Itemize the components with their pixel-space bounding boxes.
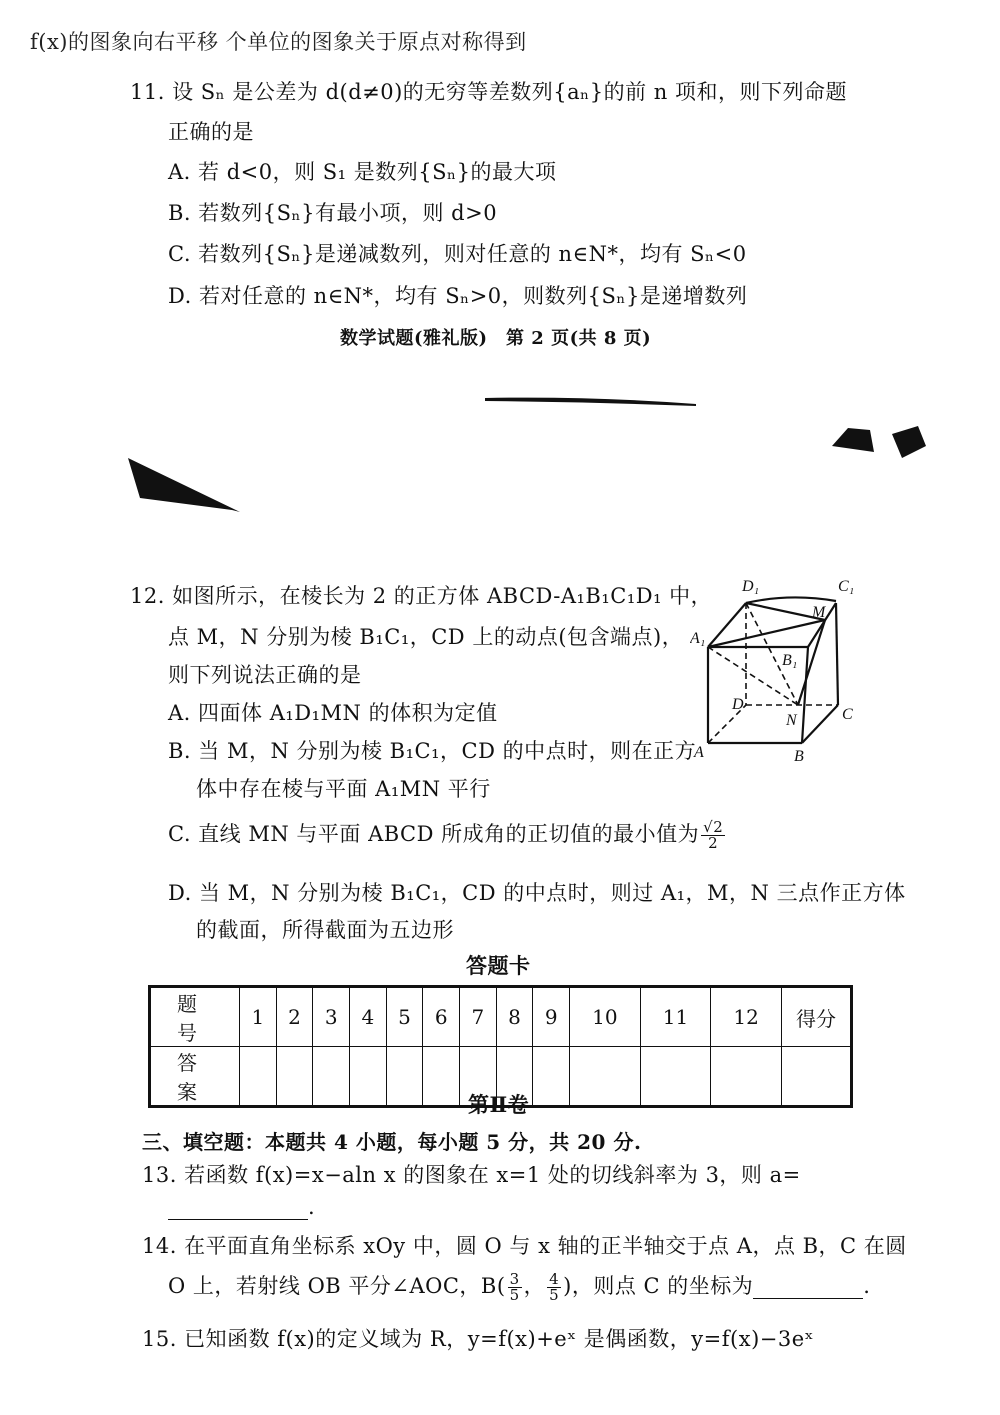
question-number-cell: 2 (276, 987, 313, 1047)
label-b1: B₁ (782, 652, 798, 669)
q12-option-c (168, 818, 727, 851)
q12-option-d-line1: D. 当 M，N 分别为棱 B₁C₁，CD 的中点时，则过 A₁，M，N 三点作正方体 (168, 881, 906, 905)
fraction-3-5 (508, 1272, 522, 1303)
q14-line1: 14. 在平面直角坐标系 xOy 中，圆 O 与 x 轴的正半轴交于点 A，点 B，C 在圆 (142, 1234, 907, 1258)
fraction-denominator: 5 (509, 1286, 520, 1304)
question-number-cell: 10 (570, 987, 641, 1047)
label-b: B (794, 748, 804, 765)
cut-off-top-line (0, 0, 1000, 52)
q12-option-b-line2: 体中存在棱与平面 A₁MN 平行 (196, 777, 491, 801)
answer-cell[interactable] (533, 1047, 570, 1107)
score-cell[interactable] (782, 1047, 852, 1107)
question-number-cell: 6 (423, 987, 460, 1047)
label-m: M (812, 604, 826, 621)
scan-artifacts (0, 380, 1000, 530)
q14-answer-blank[interactable] (753, 1274, 863, 1299)
fraction-denominator: 2 (708, 834, 719, 852)
fraction-numerator: √2 (703, 818, 724, 836)
question-number-cell: 9 (533, 987, 570, 1047)
fraction-denominator: 5 (549, 1286, 560, 1304)
label-d1: D₁ (742, 578, 760, 595)
answer-cell[interactable] (313, 1047, 350, 1107)
q11-stem-line1: 11. 设 Sₙ 是公差为 d(d≠0)的无穷等差数列{aₙ}的前 n 项和，则下列命题 (130, 80, 847, 104)
answer-cell[interactable] (350, 1047, 387, 1107)
sqrt2-over-2-fraction (701, 820, 725, 851)
edge-bc (802, 705, 838, 743)
part-2-title: 第Ⅱ卷 (468, 1092, 530, 1117)
row-label-answer: 答 案 (150, 1047, 240, 1107)
q12-stem-line2: 点 M，N 分别为棱 B₁C₁，CD 上的动点(包含端点)， (168, 625, 684, 649)
page-footer: 数学试题(雅礼版) 第 2 页(共 8 页) (340, 328, 652, 349)
answer-cell[interactable] (386, 1047, 423, 1107)
q12-stem-line1: 12. 如图所示，在棱长为 2 的正方体 ABCD-A₁B₁C₁D₁ 中， (130, 584, 713, 608)
q13-line1: 13. 若函数 f(x)=x−aln x 的图象在 x=1 处的切线斜率为 3，则 a= (142, 1163, 801, 1187)
answer-cell[interactable] (640, 1047, 711, 1107)
question-number-cell: 11 (640, 987, 711, 1047)
q11-option-c: C. 若数列{Sₙ}是递减数列，则对任意的 n∈N*，均有 Sₙ<0 (168, 242, 747, 266)
q11-option-a: A. 若 d<0，则 S₁ 是数列{Sₙ}的最大项 (168, 160, 557, 184)
cube-figure (690, 565, 870, 770)
section-3-heading: 三、填空题：本题共 4 小题，每小题 5 分，共 20 分. (142, 1130, 642, 1154)
label-c1: C₁ (838, 578, 855, 595)
answer-cell[interactable] (570, 1047, 641, 1107)
fraction-numerator: 4 (549, 1270, 560, 1288)
q12-stem-line3: 则下列说法正确的是 (168, 663, 362, 687)
q13-answer-line (168, 1195, 315, 1220)
answer-card-number-row (150, 987, 852, 1047)
label-a1: A₁ (690, 630, 706, 647)
answer-cell[interactable] (276, 1047, 313, 1107)
q14-line2-prefix: O 上，若射线 OB 平分∠AOC，B( (168, 1274, 506, 1298)
question-number-cell: 3 (313, 987, 350, 1047)
top-cut-text: f(x)的图象向右平移 个单位的图象关于原点对称得到 (30, 30, 527, 52)
q12-option-c-text: C. 直线 MN 与平面 ABCD 所成角的正切值的最小值为 (168, 822, 700, 846)
answer-card-title: 答题卡 (466, 953, 531, 978)
edge-d1c1 (746, 597, 836, 603)
question-number-cell: 7 (460, 987, 497, 1047)
q15-line1: 15. 已知函数 f(x)的定义域为 R，y=f(x)+eˣ 是偶函数，y=f(x)−3eˣ (142, 1327, 815, 1351)
q12-option-b-line1: B. 当 M，N 分别为棱 B₁C₁，CD 的中点时，则在正方 (168, 739, 697, 763)
q13-answer-blank[interactable] (168, 1195, 308, 1220)
q11-option-d: D. 若对任意的 n∈N*，均有 Sₙ>0，则数列{Sₙ}是递增数列 (168, 284, 748, 308)
q11-option-b: B. 若数列{Sₙ}有最小项，则 d>0 (168, 201, 498, 225)
q11-stem-line2: 正确的是 (168, 120, 254, 144)
score-header-cell: 得分 (782, 987, 852, 1047)
q13-period: . (308, 1195, 316, 1219)
fraction-4-5 (547, 1272, 561, 1303)
label-a: A (694, 744, 704, 761)
segment-mn (798, 620, 825, 705)
question-number-cell: 4 (350, 987, 387, 1047)
label-c: C (842, 706, 853, 723)
question-number-cell: 8 (496, 987, 533, 1047)
edge-bb1 (802, 647, 808, 743)
q14-comma: ， (523, 1274, 546, 1298)
label-d: D (732, 696, 744, 713)
q12-option-d-line2: 的截面，所得截面为五边形 (196, 918, 454, 942)
edge-cc1 (836, 603, 838, 705)
answer-cell[interactable] (423, 1047, 460, 1107)
q14-line2-suffix: )，则点 C 的坐标为 (563, 1274, 754, 1298)
scan-streak (485, 398, 696, 406)
q14-period: . (863, 1274, 871, 1298)
question-number-cell: 12 (711, 987, 782, 1047)
q14-line2 (168, 1270, 870, 1303)
answer-cell[interactable] (240, 1047, 277, 1107)
scan-blot-right (832, 426, 926, 458)
answer-cell[interactable] (711, 1047, 782, 1107)
scan-blot-left (128, 458, 240, 512)
fraction-numerator: 3 (509, 1270, 520, 1288)
label-n: N (786, 712, 797, 729)
question-number-cell: 1 (240, 987, 277, 1047)
row-label-number: 题 号 (150, 987, 240, 1047)
q12-option-a: A. 四面体 A₁D₁MN 的体积为定值 (168, 701, 498, 725)
question-number-cell: 5 (386, 987, 423, 1047)
